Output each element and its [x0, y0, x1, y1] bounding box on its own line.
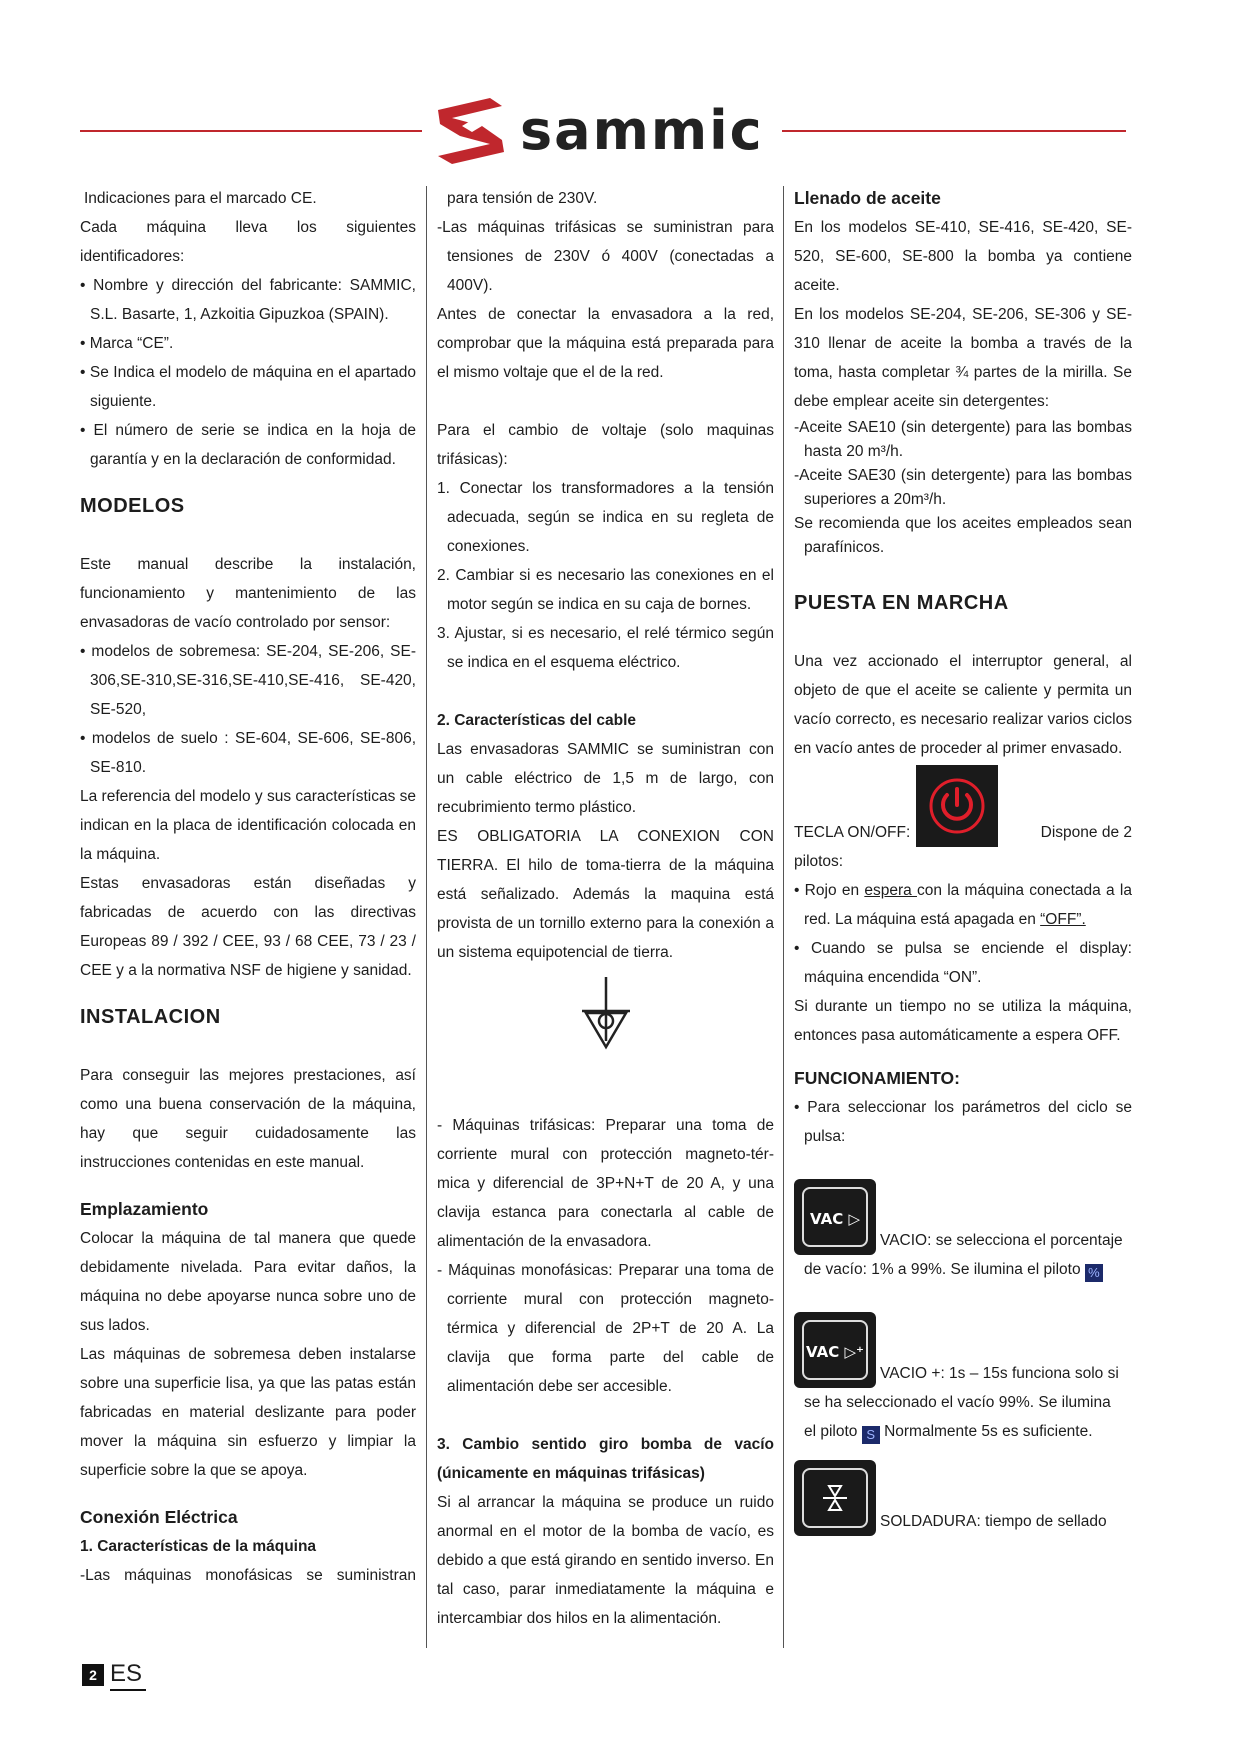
p-aceite-1: En los modelos SE-410, SE-416, SE-420, SE-520, SE-600, SE-800 la bomba ya contiene aceite. — [794, 219, 1132, 294]
conexion-monofasicas: -Las máquinas monofásicas se suministran — [80, 1567, 416, 1584]
emplazamiento-p2: Las máquinas de sobremesa deben instalarse sobre una superficie lisa, ya que las patas están fabricadas en material deslizante para poder mover la máquina sin esfuerzo y limpiar la superficie sobre la que se apoya. — [80, 1346, 416, 1479]
brand-wordmark: sammic — [520, 99, 764, 162]
soldadura-key — [794, 1460, 876, 1536]
vacio-plus-line3: el piloto S Normalmente 5s es suficiente. — [804, 1423, 1093, 1442]
vac-key-label: VAC ▷ — [810, 1210, 860, 1228]
heading-puesta-en-marcha: PUESTA EN MARCHA — [794, 592, 1009, 614]
column-3 — [794, 184, 1132, 1536]
header-rule-right — [782, 130, 1126, 132]
bullet-serie: • El número de serie se indica en la hoja de garantía y en la declaración de conformidad. — [80, 422, 416, 468]
soldadura-text: SOLDADURA: tiempo de sellado — [880, 1513, 1107, 1530]
p-puesta-en-marcha: Una vez accionado el interruptor general, al objeto de que el aceite se caliente y permita un vacío correcto, es necesario realizar varios ciclos en vacío antes de proceder al primer envasado. — [794, 653, 1132, 757]
sammic-s-icon — [432, 96, 510, 166]
vac-key — [794, 1179, 876, 1255]
p-aceite-2: En los modelos SE-204, SE-206, SE-306 y SE-310 llenar de aceite la bomba a través de la toma, hasta completar ¾ partes de la mirilla. Se debe emplear aceite sin detergentes: — [794, 306, 1132, 410]
p-cambio-giro: Si al arrancar la máquina se produce un ruido anormal en el motor de la bomba de vacío, es debido a que está girando en sentido inverso. En tal caso, parar inmediatamente la máquina e intercambiar dos hilos en la alimentación. — [437, 1494, 774, 1627]
p-tierra: ES OBLIGATORIA LA CONEXION CON TIERRA. El hilo de toma-tierra de la máquina está señalizado. Además la maquina está provista de un tornillo externo para la conexión a un sistema equipotencial de tierra. — [437, 828, 774, 961]
p-cambio-voltaje: Para el cambio de voltaje (solo maquinas trifásicas): — [437, 422, 774, 468]
vac-plus-key — [794, 1312, 876, 1388]
column-divider-1 — [426, 186, 427, 1648]
heading-caracteristicas-cable: 2. Características del cable — [437, 712, 637, 729]
intro-line2: identificadores: — [80, 248, 185, 265]
heading-llenado-aceite: Llenado de aceite — [794, 188, 941, 208]
emplazamiento-p1: Colocar la máquina de tal manera que quede debidamente nivelada. Para evitar daños, la máquina no debe apoyarse nunca sobre uno de sus lados. — [80, 1230, 416, 1334]
vacio-text: VACIO: se selecciona el porcentaje — [880, 1232, 1123, 1249]
intro-line1: Cada máquina lleva los siguientes — [80, 219, 416, 236]
heading-cambio-giro: 3. Cambio sentido giro bomba de vacío (únicamente en máquinas trifásicas) — [437, 1436, 774, 1482]
tecla-after: Dispone de 2 — [1040, 824, 1132, 841]
vac-plus-key-label: VAC ▷⁺ — [806, 1343, 864, 1361]
modelos-directivas: Estas envasadoras están diseñadas y fabricadas de acuerdo con las directivas Europeas 89 / 392 / CEE, 93 / 68 CEE, 73 / 23 / CEE y a la normativa NSF de higiene y sanidad. — [80, 875, 416, 979]
modelos-sobremesa: • modelos de sobremesa: SE-204, SE-206, SE-306,SE-310,SE-316,SE-410,SE-416, SE-420, SE-520, — [80, 643, 416, 718]
tecla-label: TECLA ON/OFF: — [794, 824, 911, 841]
sammic-logo — [432, 96, 777, 166]
step-3: 3. Ajustar, si es necesario, el relé térmico según se indica en el esquema eléctrico. — [437, 625, 774, 671]
p-cable: Las envasadoras SAMMIC se suministran con un cable eléctrico de 1,5 m de largo, con recubrimiento termo plástico. — [437, 741, 774, 816]
p-si-durante: Si durante un tiempo no se utiliza la máquina, entonces pasa automáticamente a espera OFF. — [794, 998, 1132, 1044]
power-key — [916, 765, 998, 847]
column-2 — [437, 184, 774, 1633]
header-rule-left — [80, 130, 422, 132]
p-sae10: -Aceite SAE10 (sin detergente) para las bombas hasta 20 m³/h. — [794, 419, 1132, 460]
s-pilot-icon: S — [862, 1426, 880, 1444]
column-divider-2 — [783, 186, 784, 1648]
heading-instalacion: INSTALACION — [80, 1006, 221, 1028]
power-icon — [916, 765, 998, 847]
instalacion-text: Para conseguir las mejores prestaciones, así como una buena conservación de la máquina, hay que seguir cuidadosamente las instrucciones contenidas en este manual. — [80, 1067, 416, 1171]
bullet-rojo: • Rojo en espera con la máquina conectada a la red. La máquina está apagada en “OFF”. — [794, 882, 1132, 928]
heading-caracteristicas-maquina: 1. Características de la máquina — [80, 1538, 317, 1555]
p-trifasicas: -Las máquinas trifásicas se suministran para tensiones de 230V ó 400V (conectadas a 400V). — [437, 219, 774, 294]
percent-pilot-icon: % — [1085, 1264, 1103, 1282]
column-1 — [80, 184, 416, 1590]
modelos-intro: Este manual describe la instalación, funcionamiento y mantenimiento de las envasadoras de vacío controlado por sensor: — [80, 556, 416, 631]
p-antes-conectar: Antes de conectar la envasadora a la red, comprobar que la máquina está preparada para el mismo voltaje que el de la red. — [437, 306, 774, 381]
heading-emplazamiento: Emplazamiento — [80, 1199, 209, 1219]
heading-modelos: MODELOS — [80, 495, 185, 517]
p-maquinas-trifasicas: - Máquinas trifásicas: Preparar una toma de corriente mural con protección magneto-tér- mica y diferencial de 3P+N+T de 20 A, y una clavija estanca para conectarla al cable de alimentación de la envasadora. — [437, 1117, 774, 1250]
intro-ce: Indicaciones para el marcado CE. — [84, 190, 317, 207]
vacio-row — [794, 1179, 1132, 1255]
step-2: 2. Cambiar si es necesario las conexiones en el motor según se indica en su caja de bornes. — [437, 567, 774, 613]
vacio-plus-text: VACIO +: 1s – 15s funciona solo si — [880, 1365, 1119, 1382]
heading-conexion-electrica: Conexión Eléctrica — [80, 1507, 238, 1527]
vacio-plus-row — [794, 1312, 1132, 1388]
seal-icon — [819, 1482, 851, 1514]
tecla-on-off-row — [794, 765, 1132, 847]
page-number: 2 — [82, 1664, 104, 1686]
vacio-plus-line2: se ha seleccionado el vacío 99%. Se ilumina — [804, 1394, 1111, 1411]
language-code: ES — [110, 1659, 146, 1691]
modelos-referencia: La referencia del modelo y sus características se indican en la placa de identificación colocada en la máquina. — [80, 788, 416, 863]
bullet-marca: • Marca “CE”. — [80, 335, 174, 352]
p-maquinas-monofasicas: - Máquinas monofásicas: Preparar una toma de corriente mural con protección magneto-térmica y diferencial de 2P+T de 20 A. La clavija que forma parte del cable de alimentación debe ser accesible. — [437, 1262, 774, 1395]
p-tension: para tensión de 230V. — [447, 190, 598, 207]
equipotential-ground-icon — [576, 975, 636, 1055]
p-sae30: -Aceite SAE30 (sin detergente) para las bombas superiores a 20m³/h. — [794, 467, 1132, 508]
p-recomienda: Se recomienda que los aceites empleados sean parafínicos. — [794, 515, 1132, 556]
bullet-cuando: • Cuando se pulsa se enciende el display: máquina encendida “ON”. — [794, 940, 1132, 986]
tecla-line2: pilotos: — [794, 853, 844, 870]
heading-funcionamiento: FUNCIONAMIENTO: — [794, 1068, 960, 1088]
soldadura-row — [794, 1460, 1132, 1536]
p-funcionamiento: • Para seleccionar los parámetros del ciclo se pulsa: — [794, 1099, 1132, 1145]
modelos-suelo: • modelos de suelo : SE-604, SE-606, SE-806, SE-810. — [80, 730, 416, 776]
vacio-line2: de vacío: 1% a 99%. Se ilumina el piloto % — [794, 1255, 1132, 1284]
bullet-fabricante: • Nombre y dirección del fabricante: SAMMIC, S.L. Basarte, 1, Azkoitia Gipuzkoa (SPAIN). — [80, 277, 416, 323]
step-1: 1. Conectar los transformadores a la tensión adecuada, según se indica en su regleta de conexiones. — [437, 480, 774, 555]
bullet-modelo: • Se Indica el modelo de máquina en el apartado siguiente. — [80, 364, 416, 410]
